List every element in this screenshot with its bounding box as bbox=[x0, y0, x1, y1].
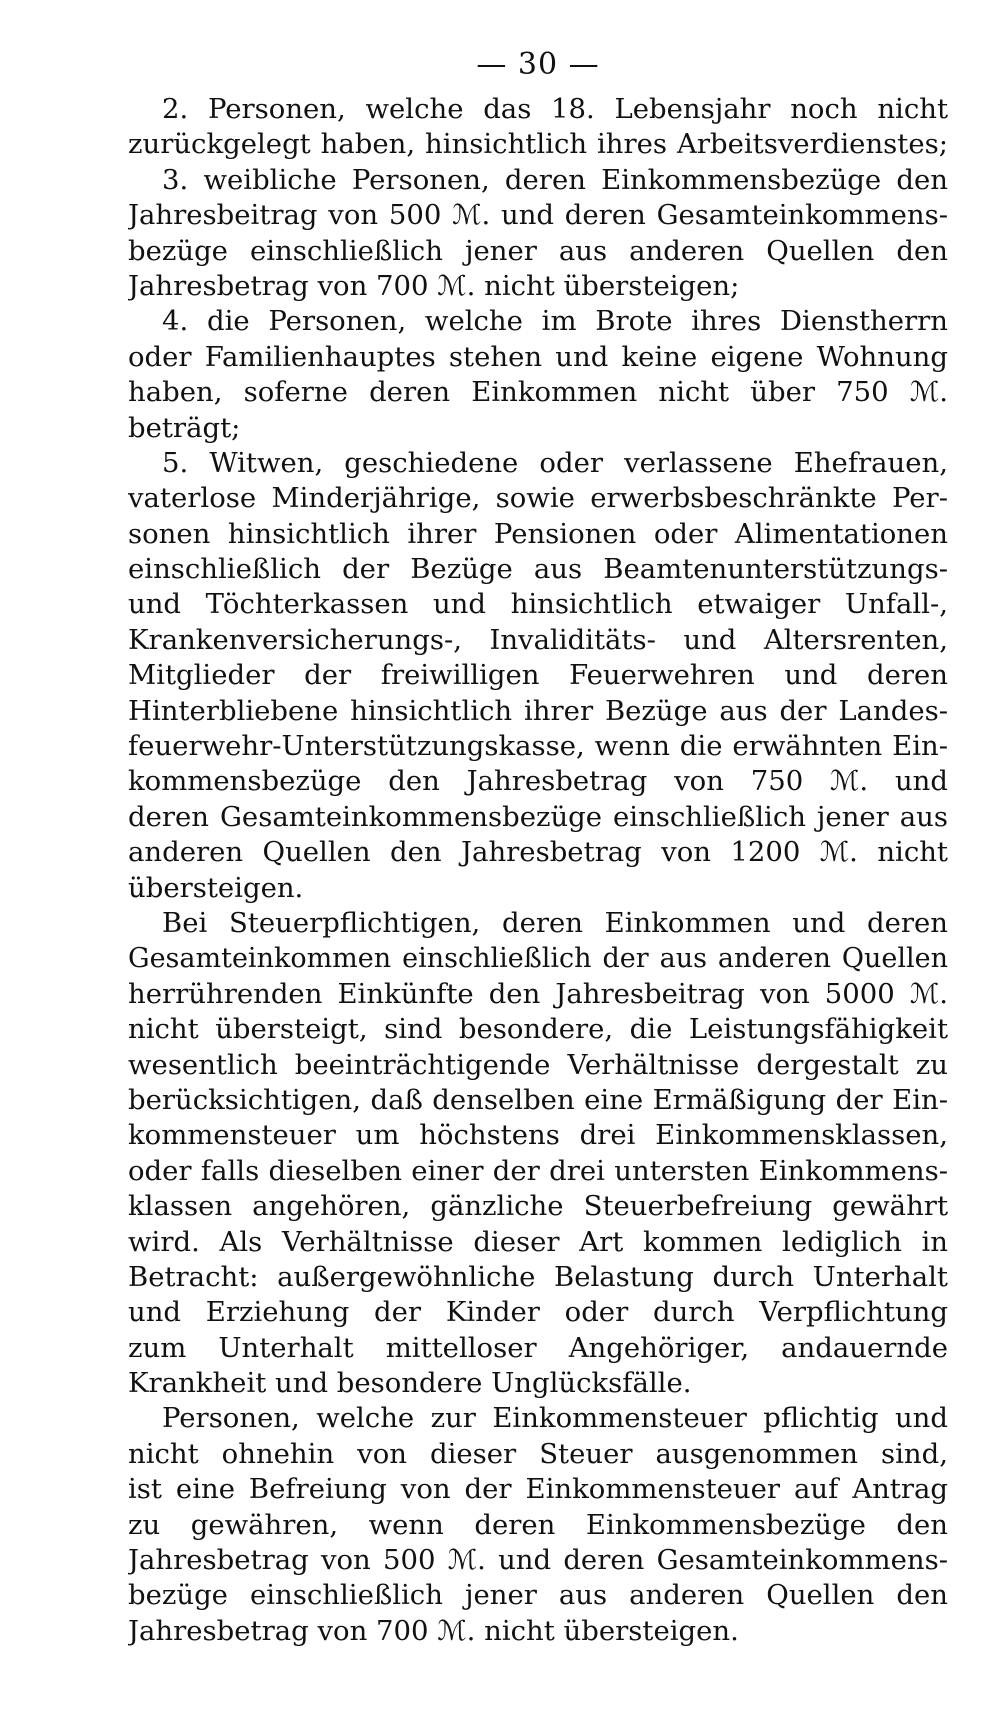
text-line: beträgt; bbox=[128, 411, 241, 444]
text-line: kommensteuer um höchstens drei Einkommensklassen, bbox=[128, 1119, 948, 1152]
text-line: sonen hinsichtlich ihrer Pensionen oder Alimentationen bbox=[128, 517, 948, 550]
text-line: Jahresbetrag von 500 ℳ. und deren Gesamteinkommens- bbox=[128, 1544, 948, 1577]
text-line: Jahresbetrag von 700 ℳ. nicht übersteigen; bbox=[128, 269, 740, 302]
text-line: zum Unterhalt mittelloser Angehöriger, andauernde bbox=[128, 1331, 948, 1364]
text-line: zurückgelegt haben, hinsichtlich ihres Arbeitsverdienstes; bbox=[128, 128, 948, 161]
text-line: Gesamteinkommen einschließlich der aus anderen Quellen bbox=[128, 943, 948, 975]
text-line: 4. die Personen, welche im Brote ihres Dienstherrn bbox=[162, 305, 948, 338]
text-line: und Erziehung der Kinder oder durch Verpflichtung bbox=[128, 1296, 948, 1329]
text-line: oder Familienhauptes stehen und keine eigene Wohnung bbox=[128, 340, 948, 373]
text-line: wesentlich beeinträchtigende Verhältnisse dergestalt zu bbox=[128, 1048, 948, 1081]
text-line: zu gewähren, wenn deren Einkommensbezüge den bbox=[128, 1508, 948, 1541]
text-line: klassen angehören, gänzliche Steuerbefreiung gewährt bbox=[128, 1190, 948, 1223]
page-number: — 30 — bbox=[476, 47, 600, 82]
text-line: kommensbezüge den Jahresbetrag von 750 ℳ. und bbox=[128, 765, 948, 798]
text-line: Krankenversicherungs-, Invaliditäts- und Altersrenten, bbox=[128, 623, 948, 656]
text-line: haben, soferne deren Einkommen nicht über 750 ℳ. bbox=[128, 376, 948, 409]
text-line: wird. Als Verhältnisse dieser Art kommen lediglich in bbox=[128, 1225, 948, 1258]
text-line: 2. Personen, welche das 18. Lebensjahr noch nicht bbox=[162, 93, 948, 125]
text-line: bezüge einschließlich jener aus anderen Quellen den bbox=[128, 1579, 948, 1612]
text-line: berücksichtigen, daß denselben eine Ermäßigung der Ein- bbox=[128, 1083, 948, 1116]
text-line: Personen, welche zur Einkommensteuer pflichtig und bbox=[162, 1402, 948, 1435]
text-line: Krankheit und besondere Unglücksfälle. bbox=[128, 1367, 692, 1400]
text-line: Bei Steuerpflichtigen, deren Einkommen und deren bbox=[162, 906, 948, 939]
text-line: vaterlose Minderjährige, sowie erwerbsbeschränkte Per- bbox=[128, 482, 948, 515]
text-line: einschließlich der Bezüge aus Beamtenunterstützungs- bbox=[128, 553, 948, 586]
text-line: 3. weibliche Personen, deren Einkommensbezüge den bbox=[162, 163, 948, 196]
text-line: Mitglieder der freiwilligen Feuerwehren und deren bbox=[128, 659, 948, 692]
text-line: 5. Witwen, geschiedene oder verlassene Ehefrauen, bbox=[162, 446, 948, 479]
text-line: Jahresbeitrag von 500 ℳ. und deren Gesamteinkommens- bbox=[128, 199, 948, 232]
text-line: nicht ohnehin von dieser Steuer ausgenommen sind, bbox=[128, 1437, 948, 1470]
text-line: anderen Quellen den Jahresbetrag von 1200 ℳ. nicht bbox=[128, 836, 948, 869]
document-page bbox=[128, 40, 948, 1700]
text-line: Betracht: außergewöhnliche Belastung durch Unterhalt bbox=[128, 1260, 948, 1293]
text-line: Hinterbliebene hinsichtlich ihrer Bezüge aus der Landes- bbox=[128, 694, 948, 727]
text-line: nicht übersteigt, sind besondere, die Leistungsfähigkeit bbox=[128, 1013, 948, 1046]
text-line: bezüge einschließlich jener aus anderen Quellen den bbox=[128, 234, 948, 267]
text-line: übersteigen. bbox=[128, 871, 304, 904]
text-line: Jahresbetrag von 700 ℳ. nicht übersteigen. bbox=[128, 1614, 739, 1647]
body-text bbox=[128, 92, 948, 1649]
text-line: und Töchterkassen und hinsichtlich etwaiger Unfall-, bbox=[128, 588, 948, 621]
text-line: oder falls dieselben einer der drei untersten Einkommens- bbox=[128, 1154, 948, 1187]
text-line: herrührenden Einkünfte den Jahresbeitrag von 5000 ℳ. bbox=[128, 977, 948, 1010]
text-line: feuerwehr-Unterstützungskasse, wenn die erwähnten Ein- bbox=[128, 730, 948, 763]
text-line: deren Gesamteinkommensbezüge einschließlich jener aus bbox=[128, 800, 948, 833]
text-line: ist eine Befreiung von der Einkommensteuer auf Antrag bbox=[128, 1473, 948, 1506]
